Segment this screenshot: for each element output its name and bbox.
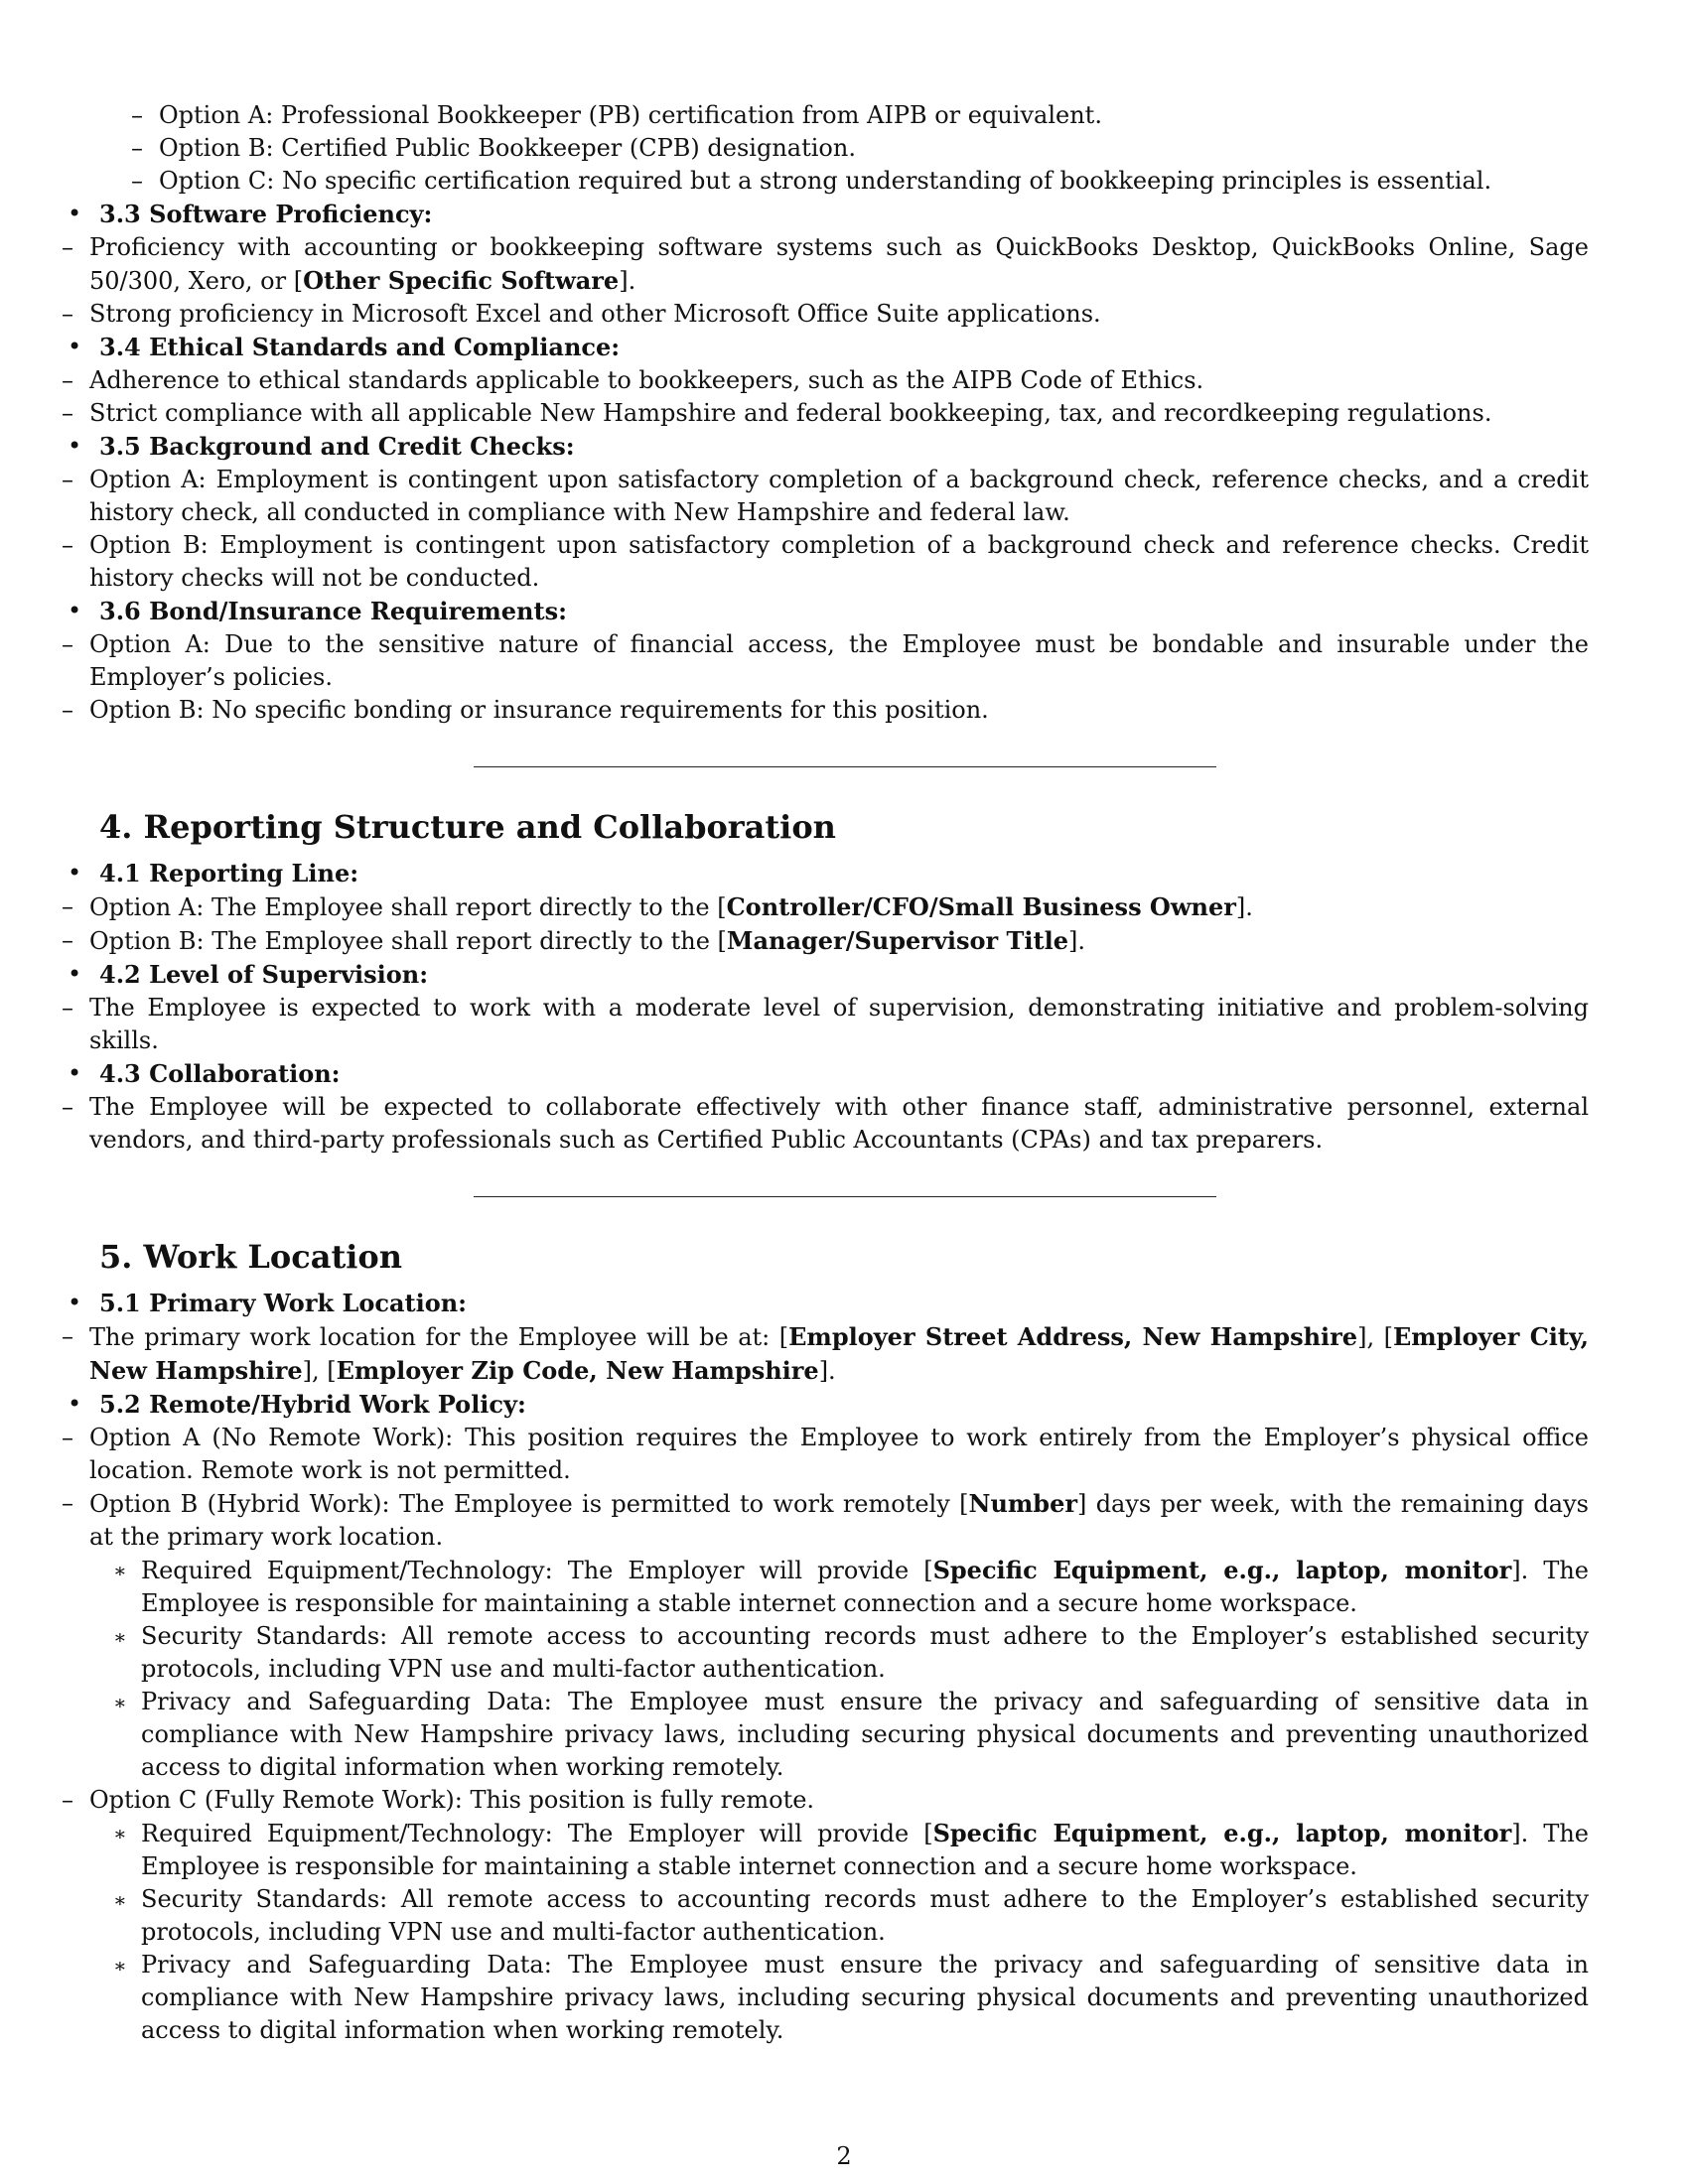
list-item: – Option B: Certified Public Bookkeeper (CPB) designation. xyxy=(131,134,856,162)
subsection-4-1 xyxy=(30,857,1589,958)
subsection-3-6 xyxy=(30,595,1589,727)
list-item: – Option B: No specific bonding or insurance requirements for this position. xyxy=(62,696,989,724)
section-4-list xyxy=(30,857,1589,1157)
list-item: – Option B (Hybrid Work): The Employee is permitted to work remotely [Number] days per week, with the remaining days at the primary work location. ∗ Required Equipment/Technology: The Employer will provide [Specific Equipment, e.g., laptop, monitor]. The Employee is responsible for maintaining a stable internet connection and a secure home workspace. ∗ Security Standards: All remote access to accounting records must adhere to the Employer’s established security protocols, including VPN use and multi-factor authentication. ∗ Privacy and Safeguarding Data: The Employee must ensure the privacy and safeguarding of sensitive data in compliance with New Hampshire privacy laws, including securing physical documents and preventing unauthorized access to digital information when working remotely. xyxy=(30,1487,1589,1784)
subsection-4-3 xyxy=(30,1057,1589,1157)
list-item: – Adherence to ethical standards applicable to bookkeepers, such as the AIPB Code of Ethics. xyxy=(62,366,1204,394)
subsection-title: 4.2 Level of Supervision: xyxy=(99,960,429,989)
subsection-title: 3.3 Software Proficiency: xyxy=(99,200,433,228)
subsection-3-4 xyxy=(30,331,1589,430)
list-item: ∗ Privacy and Safeguarding Data: The Employee must ensure the privacy and safeguarding of sensitive data in compliance with New Hampshire privacy laws, including securing physical documents and preventing unauthorized access to digital information when working remotely. xyxy=(113,1688,1589,1781)
list-item: – Strict compliance with all applicable New Hampshire and federal bookkeeping, tax, and recordkeeping regulations. xyxy=(62,399,1492,427)
list-item: – Option A: Professional Bookkeeper (PB) certification from AIPB or equivalent. xyxy=(131,101,1102,129)
section-divider xyxy=(474,1196,1216,1197)
list-item: – Option A: Due to the sensitive nature of financial access, the Employee must be bondable and insurable under the Employer’s policies. xyxy=(62,630,1589,691)
document-page xyxy=(62,99,1590,2184)
list-item: ∗ Required Equipment/Technology: The Employer will provide [Specific Equipment, e.g., laptop, monitor]. The Employee is responsible for maintaining a stable internet connection and a secure home workspace. xyxy=(113,1556,1589,1617)
list-item: – The Employee is expected to work with a moderate level of supervision, demonstrating initiative and problem-solving skills. xyxy=(62,994,1589,1054)
section-3-list xyxy=(30,198,1589,727)
subsection-title: 5.1 Primary Work Location: xyxy=(99,1289,468,1317)
list-item: – The primary work location for the Employee will be at: [Employer Street Address, New Hampshire], [Employer City, New Hampshire], [Employer Zip Code, New Hampshire]. xyxy=(62,1322,1590,1385)
subsection-title: 5.2 Remote/Hybrid Work Policy: xyxy=(99,1390,526,1419)
list-item: – Option C: No specific certification required but a strong understanding of bookkeeping principles is essential. xyxy=(131,167,1492,195)
list-item: ∗ Privacy and Safeguarding Data: The Employee must ensure the privacy and safeguarding of sensitive data in compliance with New Hampshire privacy laws, including securing physical documents and preventing unauthorized access to digital information when working remotely. xyxy=(113,1951,1589,2044)
subsection-5-1 xyxy=(30,1287,1589,1388)
list-item: – Option B: Employment is contingent upon satisfactory completion of a background check and reference checks. Credit history checks will not be conducted. xyxy=(62,531,1589,592)
list-item: ∗ Security Standards: All remote access to accounting records must adhere to the Employer’s established security protocols, including VPN use and multi-factor authentication. xyxy=(113,1622,1589,1683)
list-item: – Option A (No Remote Work): This position requires the Employee to work entirely from the Employer’s physical office location. Remote work is not permitted. xyxy=(62,1424,1589,1484)
page-number: 2 xyxy=(836,2142,852,2170)
list-item: – Strong proficiency in Microsoft Excel and other Microsoft Office Suite applications. xyxy=(62,300,1101,328)
list-item: ∗ Security Standards: All remote access to accounting records must adhere to the Employer’s established security protocols, including VPN use and multi-factor authentication. xyxy=(113,1885,1589,1946)
subsection-title: 3.4 Ethical Standards and Compliance: xyxy=(99,333,621,361)
list-item: ∗ Required Equipment/Technology: The Employer will provide [Specific Equipment, e.g., laptop, monitor]. The Employee is responsible for maintaining a stable internet connection and a secure home workspace. xyxy=(113,1819,1589,1880)
subsection-4-2 xyxy=(30,958,1589,1057)
subsection-3-5 xyxy=(30,430,1589,595)
list-item: – Option A: Employment is contingent upon satisfactory completion of a background check, reference checks, and a credit history check, all conducted in compliance with New Hampshire and federal law. xyxy=(62,466,1589,526)
subsection-title: 4.1 Reporting Line: xyxy=(99,859,359,887)
list-item: – The Employee will be expected to collaborate effectively with other finance staff, administrative personnel, external vendors, and third-party professionals such as Certified Public Accountants (CPAs) and tax preparers. xyxy=(62,1093,1589,1154)
certification-options xyxy=(99,99,1589,198)
list-item: – Option A: The Employee shall report directly to the [Controller/CFO/Small Business Owner]. xyxy=(62,892,1253,921)
subsection-3-3 xyxy=(30,198,1589,331)
list-item: – Proficiency with accounting or bookkeeping software systems such as QuickBooks Desktop, QuickBooks Online, Sage 50/300, Xero, or [Other Specific Software]. xyxy=(62,233,1589,295)
list-item: – Option B: The Employee shall report directly to the [Manager/Supervisor Title]. xyxy=(62,926,1085,955)
subsection-title: 3.6 Bond/Insurance Requirements: xyxy=(99,597,567,625)
list-item: – Option C (Fully Remote Work): This position is fully remote. ∗ Required Equipment/Technology: The Employer will provide [Specific Equipment, e.g., laptop, monitor]. The Employee is responsible for maintaining a stable internet connection and a secure home workspace. ∗ Security Standards: All remote access to accounting records must adhere to the Employer’s established security protocols, including VPN use and multi-factor authentication. ∗ Privacy and Safeguarding Data: The Employee must ensure the privacy and safeguarding of sensitive data in compliance with New Hampshire privacy laws, including securing physical documents and preventing unauthorized access to digital information when working remotely. xyxy=(30,1784,1589,2047)
section-4-heading: 4. Reporting Structure and Collaboration xyxy=(99,808,836,846)
section-divider xyxy=(474,766,1216,767)
subsection-title: 3.5 Background and Credit Checks: xyxy=(99,432,575,461)
section-5-heading: 5. Work Location xyxy=(99,1238,402,1276)
section-5-list xyxy=(30,1287,1589,2047)
subsection-title: 4.3 Collaboration: xyxy=(99,1059,341,1088)
subsection-5-2 xyxy=(30,1388,1589,2047)
